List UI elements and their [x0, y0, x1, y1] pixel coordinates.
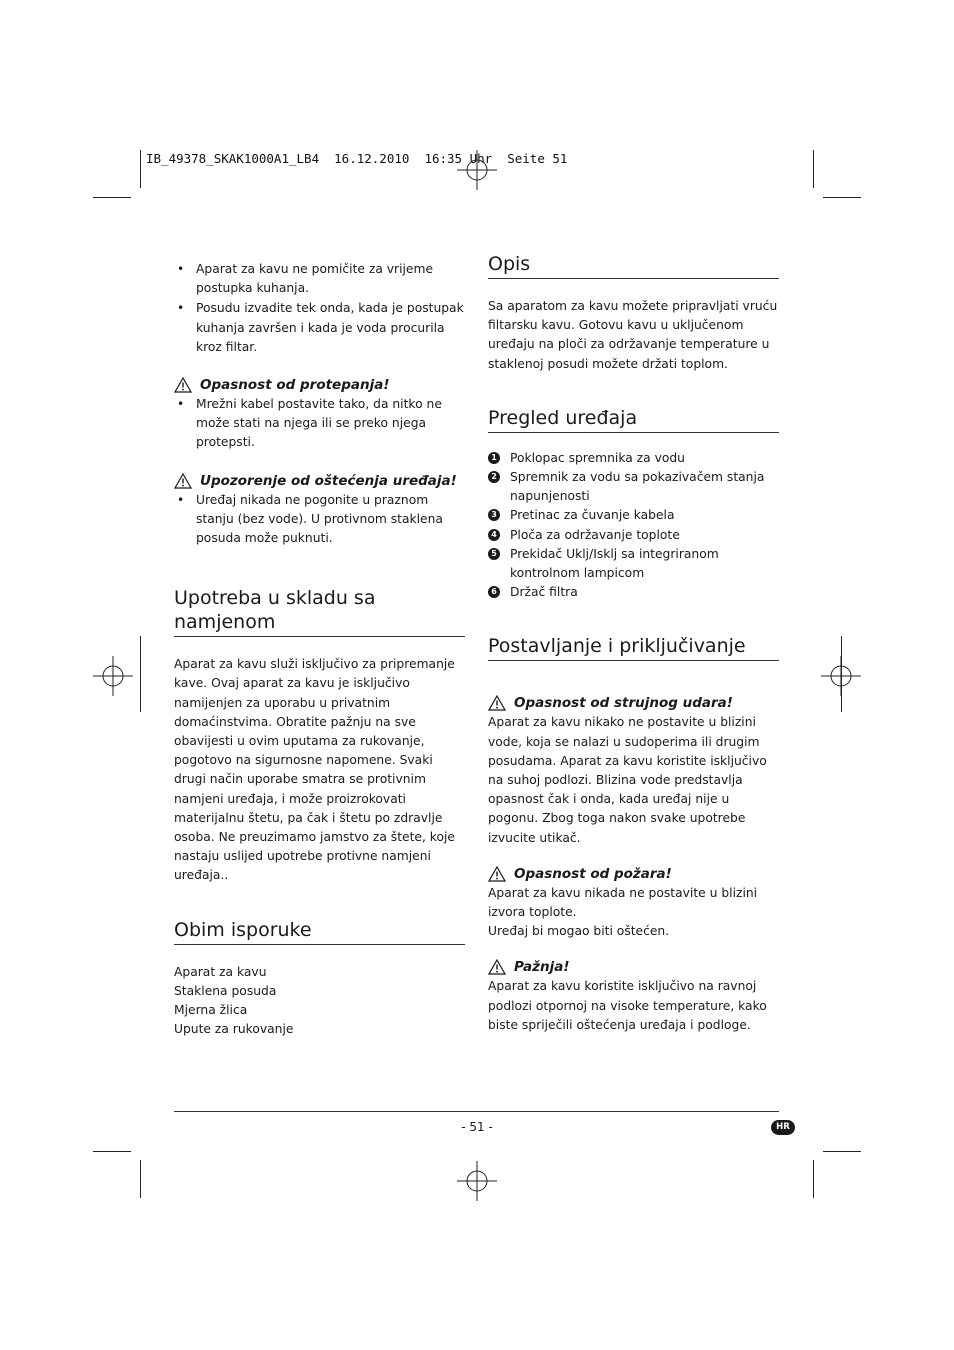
warning-bullet-list — [174, 491, 465, 549]
intended-use-text: Aparat za kavu služi isključivo za pripremanje kave. Ovaj aparat za kavu je isključivo namijenjen za uporabu u privatnim domaćinstvima. Obratite pažnju na sve obavijesti u ovim uputama za rukovanje, pogotovo na sigurnosne napomene. Svaki drugi način uporabe smatra se protivnim namjeni uređaja, i može proizrokovati materijalnu štetu, pa čak i štetu po zdravlje osoba. Ne preuzimamo jamstvo za štete, koje nastaju uslijed upotrebe protivne namjeni uređaja.. — [174, 657, 455, 883]
list-item: Upute za rukovanje — [174, 1022, 294, 1037]
warning-title: Upozorenje od oštećenja uređaja! — [200, 472, 457, 489]
list-item-text: Ploča za održavanje toplote — [510, 527, 680, 542]
attention-text: Aparat za kavu koristite isključivo na ravnoj podlozi otpornoj na visoke temperature, kako biste spriječili oštećenja uređaja i podloge. — [488, 979, 767, 1032]
warning-triangle-icon — [488, 695, 506, 711]
list-item-text: Prekidač Uklj/Isklj sa integriranom kontrolnom lampicom — [510, 546, 719, 581]
list-item — [488, 583, 779, 602]
registration-mark-top — [457, 150, 497, 190]
right-column — [488, 252, 779, 1035]
section-title-overview: Pregled uređaja — [488, 406, 779, 433]
number-badge: 2 — [488, 471, 500, 483]
list-item — [488, 545, 779, 583]
crop-mark — [823, 197, 861, 198]
language-badge: HR — [771, 1120, 795, 1135]
crop-mark — [93, 197, 131, 198]
warning-title: Opasnost od protepanja! — [200, 377, 390, 394]
list-item: • Mrežni kabel postavite tako, da nitko ne može stati na njega ili se preko njega protepsti. — [174, 395, 465, 453]
warning-heading — [488, 864, 779, 884]
crop-mark — [93, 1151, 131, 1152]
list-item-text: Poklopac spremnika za vodu — [510, 450, 685, 465]
warning-title: Opasnost od strujnog udara! — [514, 695, 733, 712]
crop-mark — [140, 636, 141, 712]
page-number: - 51 - — [461, 1120, 493, 1134]
section-title-setup: Postavljanje i priključivanje — [488, 634, 779, 661]
crop-mark — [841, 636, 842, 712]
footer-divider — [174, 1111, 779, 1112]
list-item: Staklena posuda — [174, 983, 277, 998]
shock-text: Aparat za kavu nikako ne postavite u blizini vode, koja se nalazi u sudoperima ili drugim posudama. Aparat za kavu koristite isključivo na suhoj podlozi. Blizina vode predstavlja opasnost čak i onda, kada uređaj nije u pogonu. Zbog toga nakon svake upotrebe izvucite utikač. — [488, 715, 767, 845]
print-header: IB_49378_SKAK1000A1_LB4 16.12.2010 16:35 Uhr Seite 51 — [146, 151, 568, 166]
number-badge: 5 — [488, 548, 500, 560]
overview-list — [488, 449, 779, 603]
description-text: Sa aparatom za kavu možete pripravljati vruću filtarsku kavu. Gotovu kavu u uključenom uređaju na ploči za održavanje temperature u staklenoj posudi možete držati toplom. — [488, 299, 778, 371]
fire-text: Aparat za kavu nikada ne postavite u blizini izvora toplote. — [488, 885, 758, 920]
warning-triangle-icon — [174, 473, 192, 489]
warning-title: Pažnja! — [514, 959, 570, 976]
registration-mark-bottom — [457, 1161, 497, 1201]
section-title-intended-use: Upotreba u skladu sa namjenom — [174, 586, 465, 637]
warning-title: Opasnost od požara! — [514, 865, 672, 882]
list-item-text: Spremnik za vodu sa pokazivačem stanja napunjenosti — [510, 470, 765, 504]
list-item — [488, 449, 779, 468]
number-badge: 1 — [488, 452, 500, 464]
crop-mark — [823, 1151, 861, 1152]
warning-triangle-icon — [174, 377, 192, 393]
number-badge: 6 — [488, 586, 500, 598]
fire-text-2: Uređaj bi mogao biti oštećen. — [488, 924, 670, 939]
warning-heading — [488, 693, 779, 713]
list-item — [488, 506, 779, 525]
list-item-text: Držač filtra — [510, 585, 578, 600]
list-item — [488, 526, 779, 545]
list-item: • Uređaj nikada ne pogonite u praznom stanju (bez vode). U protivnom staklena posuda može puknuti. — [174, 491, 465, 549]
number-badge: 3 — [488, 509, 500, 521]
crop-mark — [140, 150, 141, 188]
registration-mark-left — [93, 656, 133, 696]
list-item: Aparat za kavu — [174, 964, 267, 979]
left-column — [174, 260, 465, 1039]
warning-heading — [488, 957, 779, 977]
warning-triangle-icon — [488, 959, 506, 975]
warning-heading — [174, 375, 465, 395]
list-item — [488, 468, 779, 506]
list-item-text: Pretinac za čuvanje kabela — [510, 508, 675, 523]
warning-triangle-icon — [488, 866, 506, 882]
warning-bullet-list — [174, 395, 465, 453]
warning-heading — [174, 471, 465, 491]
crop-mark — [813, 150, 814, 188]
crop-mark — [140, 1160, 141, 1198]
scope-list — [174, 963, 465, 1040]
number-badge: 4 — [488, 529, 500, 541]
list-item: • Posudu izvadite tek onda, kada je postupak kuhanja završen i kada je voda procurila kroz filtar. — [174, 299, 465, 357]
list-item: • Aparat za kavu ne pomičite za vrijeme postupka kuhanja. — [174, 260, 465, 298]
list-item: Mjerna žlica — [174, 1003, 248, 1018]
section-title-scope: Obim isporuke — [174, 918, 465, 945]
intro-bullet-list — [174, 260, 465, 357]
section-title-description: Opis — [488, 252, 779, 279]
crop-mark — [813, 1160, 814, 1198]
